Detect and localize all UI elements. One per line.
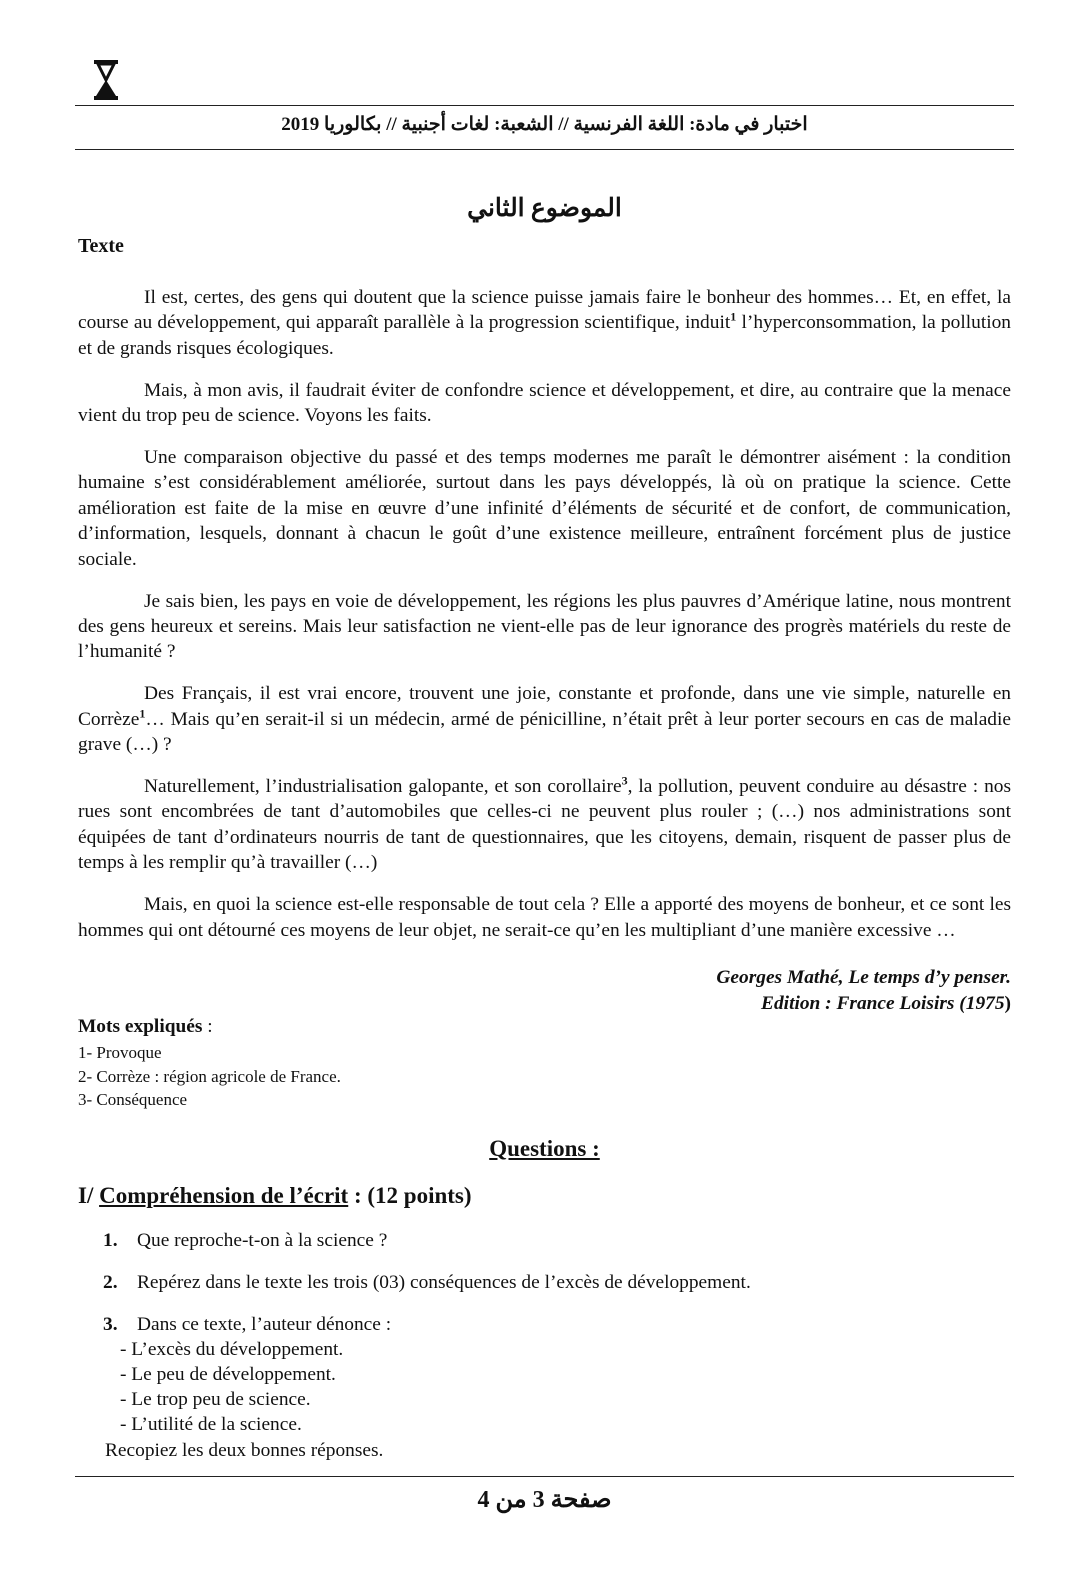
paragraph: Naturellement, l’industrialisation galopante, et son corollaire$^3$, la pollution, peuvent conduire au désastre : nos rues sont encombrées de tant d’automobiles que celles-ci ne peuvent plus rouler ; (…) nos administrations sont équipées de tant d’ordinateurs nourris de tant de questionnaires, que les citoyens, demain, risquent de passer plus de temps à les remplir qu’à travailler (…) [78, 773, 1011, 874]
answer-option: - Le peu de développement. [120, 1364, 336, 1385]
glossary-item: 1- Provoque [78, 1043, 162, 1062]
paragraph: Mais, en quoi la science est-elle responsable de tout cela ? Elle a apporté des moyens de bonheur, et ce sont les hommes qui ont détourné ces moyens de leur objet, ne serait-ce qu’en les multipliant d’une manière excessive … [78, 894, 1011, 941]
question-2: 2. Repérez dans le texte les trois (03) conséquences de l’excès de développement. [103, 1272, 751, 1293]
header-rule-bottom [75, 149, 1014, 150]
questions-title: Questions : [489, 1136, 600, 1161]
paragraph: Je sais bien, les pays en voie de développement, les régions les plus pauvres d’Amérique latine, nous montrent des gens heureux et sereins. Mais leur satisfaction ne vient-elle pas de leur ignorance des progrès matériels du reste de l’humanité ? [78, 590, 1011, 663]
instruction-text: Recopiez les deux bonnes réponses. [105, 1440, 384, 1461]
page-number: صفحة 3 من 4 [477, 1487, 612, 1513]
answer-option: - L’utilité de la science. [120, 1414, 302, 1435]
paragraph: Il est, certes, des gens qui doutent que la science puisse jamais faire le bonheur des hommes… Et, en effet, la course au développement, qui apparaît parallèle à la progression scientifique, induit$^1$ l’hyperconsommation, la pollution et de grands risques écologiques. [78, 287, 1011, 359]
glossary-title: Mots expliqués : [78, 1016, 213, 1037]
source-edition: Edition : France Loisirs (1975) [761, 993, 1011, 1014]
glossary-item: 3- Conséquence [78, 1090, 188, 1109]
section-title: I/ Compréhension de l’écrit : (12 points) [78, 1183, 472, 1208]
hourglass-icon [93, 60, 119, 100]
source-author: Georges Mathé, Le temps d’y penser. [716, 967, 1011, 988]
footer-rule [75, 1476, 1014, 1477]
answer-option: - Le trop peu de science. [120, 1389, 311, 1410]
exam-header: اختبار في مادة: اللغة الفرنسية // الشعبة: لغات أجنبية // بكالوريا 2019 [281, 114, 808, 135]
subject-title: الموضوع الثاني [467, 195, 622, 222]
header-rule-top [75, 105, 1014, 106]
glossary-item: 2- Corrèze : région agricole de France. [78, 1066, 341, 1086]
text-body [78, 285, 1011, 959]
texte-label: Texte [78, 235, 124, 257]
question-3: 3. Dans ce texte, l’auteur dénonce : [103, 1314, 392, 1335]
glossary-list [78, 1041, 341, 1112]
source-citation [716, 965, 1011, 1017]
question-1: 1. Que reproche-t-on à la science ? [103, 1230, 388, 1251]
paragraph: Une comparaison objective du passé et des temps modernes me paraît le démontrer aisément : la condition humaine s’est considérablement améliorée, surtout dans les pays développés, là où on pratique la science. Cette amélioration est faite de la mise en œuvre d’une infinité d’éléments de sécurité et de confort, de communication, d’information, lesquels, donnant à chacun le goût d’une existence meilleure, entraînent forcément plus de justice sociale. [78, 447, 1011, 570]
answer-option: - L’excès du développement. [120, 1339, 344, 1360]
paragraph: Des Français, il est vrai encore, trouvent une joie, constante et profonde, dans une vie simple, naturelle en Corrèze$^1$… Mais qu’en serait-il si un médecin, armé de pénicilline, n’était prêt à leur porter secours en cas de maladie grave (…) ? [78, 683, 1011, 756]
paragraph: Mais, à mon avis, il faudrait éviter de confondre science et développement, et dire, au contraire que la menace vient du trop peu de science. Voyons les faits. [78, 379, 1011, 427]
